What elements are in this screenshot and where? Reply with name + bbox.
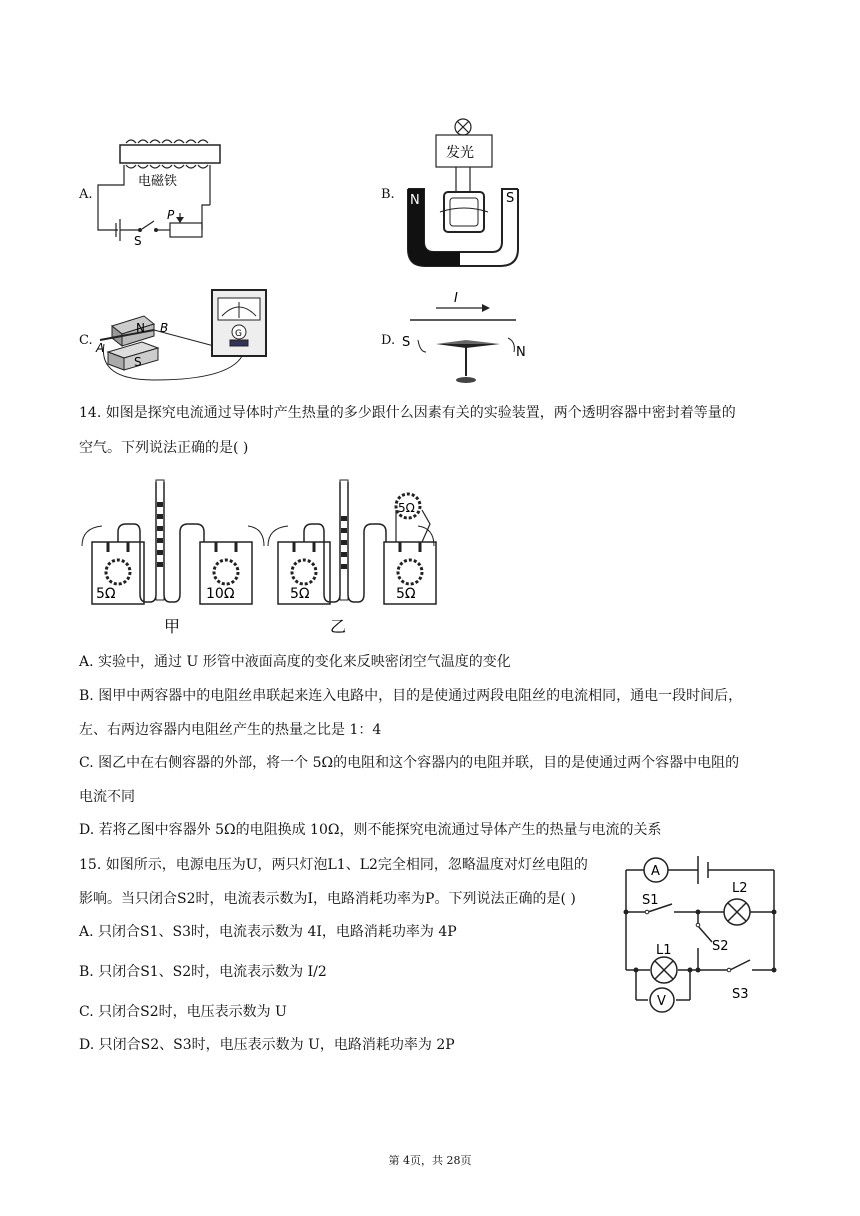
q15-option-a: A. 只闭合S1、S3时，电流表示数为 4I，电路消耗功率为 4P (79, 924, 457, 940)
joule-heating-apparatus-figure (78, 476, 458, 638)
voltmeter-label: V (657, 994, 666, 1009)
current-i-label: I (454, 291, 458, 306)
q13-option-c-label: C. (79, 333, 93, 348)
jia-left-resistor: 5Ω (96, 586, 116, 602)
q15-stem-line1: 15. 如图所示，电源电压为U，两只灯泡L1、L2完全相同，忽略温度对灯丝电阻的 (79, 857, 588, 873)
lamp-l2-label: L2 (732, 881, 748, 896)
q15-option-d: D. 只闭合S2、S3时，电压表示数为 U，电路消耗功率为 2P (79, 1037, 455, 1053)
electromagnet-label: 电磁铁 (138, 174, 178, 189)
galvanometer-g-label: G (235, 329, 242, 339)
q13-option-a-label: A. (79, 187, 93, 202)
q15-circuit-diagram (616, 850, 786, 1020)
q15-option-c: C. 只闭合S2时，电压表示数为 U (79, 1004, 287, 1020)
wire-a-label: A (96, 341, 105, 355)
q14-stem-line2: 空气。下列说法正确的是( ) (79, 440, 249, 456)
q14-option-a: A. 实验中，通过 U 形管中液面高度的变化来反映密闭空气温度的变化 (79, 654, 511, 670)
generator-magnet-diagram (400, 114, 540, 274)
yi-caption: 乙 (330, 617, 347, 636)
q14-option-b-line2: 左、右两边容器内电阻丝产生的热量之比是 1：4 (79, 722, 382, 738)
wire-b-label: B (160, 321, 169, 335)
q14-stem-line1: 14. 如图是探究电流通过导体时产生热量的多少跟什么因素有关的实验装置，两个透明容器中密封着等量的 (79, 405, 736, 421)
q14-option-b-line1: B. 图甲中两容器中的电阻丝串联起来连入电路中，目的是使通过两段电阻丝的电流相同，通电一段时间后， (79, 688, 743, 704)
oersted-compass-diagram (396, 288, 536, 388)
figure-yi (268, 480, 436, 636)
lamp-box-label: 发光 (446, 145, 474, 161)
magnet-s-label: S (506, 191, 515, 206)
magnet-n-label: N (410, 193, 420, 208)
yi-left-resistor: 5Ω (290, 586, 310, 602)
q14-option-c-line2: 电流不同 (79, 789, 135, 805)
electromagnet-circuit-diagram (90, 135, 225, 245)
jia-right-resistor: 10Ω (206, 586, 235, 602)
yi-right-resistor: 5Ω (396, 586, 416, 602)
switch-s-label: S (134, 234, 142, 245)
q15-stem-line2: 影响。当只闭合S2时，电流表示数为I，电路消耗功率为P。下列说法正确的是( ) (79, 891, 576, 907)
magnet-n-label-c: N (136, 321, 145, 335)
switch-s1-label: S1 (642, 893, 659, 908)
q13-option-d-label: D. (381, 333, 396, 348)
q14-option-d: D. 若将乙图中容器外 5Ω的电阻换成 10Ω，则不能探究电流通过导体产生的热量与电流的关系 (79, 822, 662, 838)
galvanometer-induction-diagram (94, 288, 274, 388)
lamp-l1-label: L1 (656, 943, 672, 958)
jia-caption: 甲 (164, 617, 181, 636)
ammeter-label: A (651, 864, 660, 879)
yi-top-resistor: 5Ω (398, 501, 415, 515)
q14-option-c-line1: C. 图乙中在右侧容器的外部，将一个 5Ω的电阻和这个容器内的电阻并联，目的是使通过两个容器中电阻的 (79, 755, 740, 771)
magnet-s-label-c: S (134, 355, 142, 369)
figure-jia (82, 480, 264, 636)
q15-option-b: B. 只闭合S1、S2时，电流表示数为 I/2 (79, 964, 327, 980)
compass-n-label: N (516, 345, 526, 360)
compass-s-label: S (402, 335, 411, 350)
q13-option-b-label: B. (381, 187, 395, 202)
slider-p-label: P (167, 208, 175, 222)
switch-s3-label: S3 (732, 987, 749, 1002)
switch-s2-label: S2 (712, 939, 729, 954)
page-footer: 第 4页，共 28页 (388, 1154, 472, 1167)
